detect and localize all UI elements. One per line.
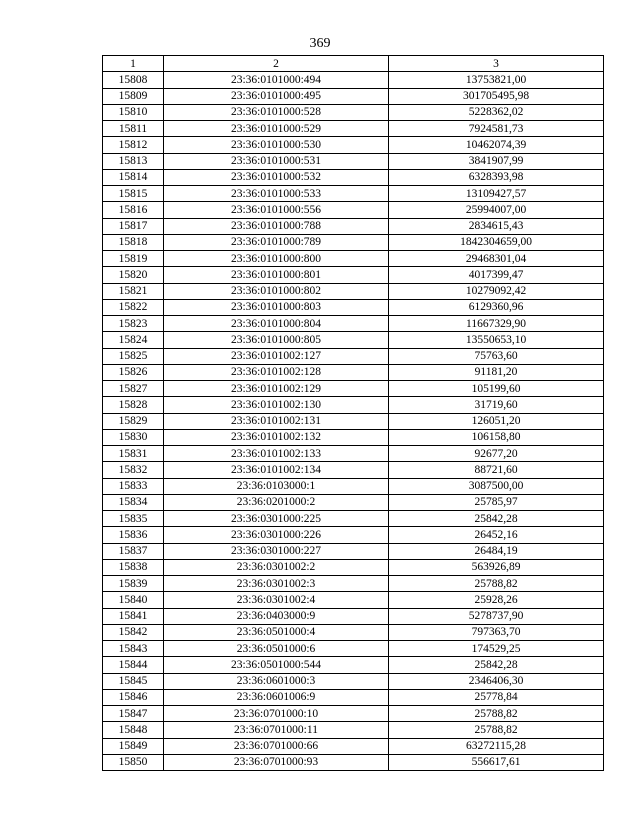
row-number-cell: 15830 [103, 429, 164, 445]
row-number-cell: 15837 [103, 543, 164, 559]
row-number-cell: 15831 [103, 446, 164, 462]
cadastral-value-cell: 29468301,04 [389, 251, 604, 267]
table-row [103, 153, 604, 169]
column-header-1: 1 [103, 56, 164, 72]
row-number-cell: 15808 [103, 72, 164, 88]
row-number-cell: 15821 [103, 283, 164, 299]
cadastral-value-cell: 7924581,73 [389, 121, 604, 137]
cadastral-value-cell: 2834615,43 [389, 218, 604, 234]
row-number-cell: 15822 [103, 299, 164, 315]
cadastral-number-cell: 23:36:0701000:93 [164, 754, 389, 770]
table-row [103, 624, 604, 640]
row-number-cell: 15848 [103, 722, 164, 738]
cadastral-number-cell: 23:36:0101000:803 [164, 299, 389, 315]
cadastral-value-cell: 25788,82 [389, 706, 604, 722]
cadastral-number-cell: 23:36:0101000:532 [164, 169, 389, 185]
row-number-cell: 15820 [103, 267, 164, 283]
row-number-cell: 15825 [103, 348, 164, 364]
row-number-cell: 15811 [103, 121, 164, 137]
row-number-cell: 15840 [103, 592, 164, 608]
table-row [103, 267, 604, 283]
table-row [103, 381, 604, 397]
row-number-cell: 15818 [103, 234, 164, 250]
row-number-cell: 15815 [103, 186, 164, 202]
row-number-cell: 15816 [103, 202, 164, 218]
cadastral-number-cell: 23:36:0301000:226 [164, 527, 389, 543]
cadastral-number-cell: 23:36:0101000:556 [164, 202, 389, 218]
cadastral-number-cell: 23:36:0101000:805 [164, 332, 389, 348]
cadastral-value-cell: 25842,28 [389, 511, 604, 527]
table-row [103, 543, 604, 559]
cadastral-number-cell: 23:36:0101002:129 [164, 381, 389, 397]
cadastral-value-cell: 5278737,90 [389, 608, 604, 624]
cadastral-number-cell: 23:36:0101000:533 [164, 186, 389, 202]
cadastral-value-cell: 26484,19 [389, 543, 604, 559]
cadastral-number-cell: 23:36:0101000:789 [164, 234, 389, 250]
table-row [103, 88, 604, 104]
cadastral-value-cell: 4017399,47 [389, 267, 604, 283]
table-row [103, 169, 604, 185]
cadastral-number-cell: 23:36:0101000:804 [164, 316, 389, 332]
cadastral-number-cell: 23:36:0101000:494 [164, 72, 389, 88]
cadastral-value-cell: 63272115,28 [389, 738, 604, 754]
cadastral-value-cell: 31719,60 [389, 397, 604, 413]
row-number-cell: 15828 [103, 397, 164, 413]
table-row [103, 186, 604, 202]
table-row [103, 689, 604, 705]
row-number-cell: 15823 [103, 316, 164, 332]
cadastral-value-cell: 26452,16 [389, 527, 604, 543]
row-number-cell: 15850 [103, 754, 164, 770]
cadastral-value-cell: 5228362,02 [389, 104, 604, 120]
row-number-cell: 15834 [103, 494, 164, 510]
cadastral-number-cell: 23:36:0101002:130 [164, 397, 389, 413]
cadastral-value-cell: 25778,84 [389, 689, 604, 705]
table-row [103, 348, 604, 364]
table-row [103, 706, 604, 722]
table-row [103, 641, 604, 657]
table-row [103, 429, 604, 445]
table-row [103, 104, 604, 120]
cadastral-number-cell: 23:36:0301002:3 [164, 576, 389, 592]
page-number: 369 [309, 36, 331, 51]
cadastral-number-cell: 23:36:0701000:11 [164, 722, 389, 738]
table-row [103, 332, 604, 348]
column-header-3: 3 [389, 56, 604, 72]
table-row [103, 234, 604, 250]
cadastral-number-cell: 23:36:0301000:225 [164, 511, 389, 527]
table-row [103, 478, 604, 494]
cadastral-number-cell: 23:36:0101000:800 [164, 251, 389, 267]
cadastral-number-cell: 23:36:0101002:127 [164, 348, 389, 364]
cadastral-number-cell: 23:36:0501000:4 [164, 624, 389, 640]
cadastral-value-cell: 13753821,00 [389, 72, 604, 88]
row-number-cell: 15838 [103, 559, 164, 575]
cadastral-number-cell: 23:36:0601006:9 [164, 689, 389, 705]
row-number-cell: 15832 [103, 462, 164, 478]
table-row [103, 364, 604, 380]
cadastral-value-cell: 1842304659,00 [389, 234, 604, 250]
cadastral-number-cell: 23:36:0101002:132 [164, 429, 389, 445]
cadastral-value-cell: 2346406,30 [389, 673, 604, 689]
cadastral-number-cell: 23:36:0101002:131 [164, 413, 389, 429]
table-row [103, 462, 604, 478]
row-number-cell: 15847 [103, 706, 164, 722]
cadastral-number-cell: 23:36:0403000:9 [164, 608, 389, 624]
row-number-cell: 15814 [103, 169, 164, 185]
cadastral-value-cell: 6129360,96 [389, 299, 604, 315]
row-number-cell: 15810 [103, 104, 164, 120]
table-row [103, 608, 604, 624]
table-body [103, 72, 604, 771]
cadastral-value-cell: 88721,60 [389, 462, 604, 478]
header-row [103, 56, 604, 72]
table-row [103, 511, 604, 527]
row-number-cell: 15844 [103, 657, 164, 673]
cadastral-value-cell: 25842,28 [389, 657, 604, 673]
table-row [103, 738, 604, 754]
cadastral-value-cell: 13109427,57 [389, 186, 604, 202]
row-number-cell: 15833 [103, 478, 164, 494]
cadastral-number-cell: 23:36:0501000:544 [164, 657, 389, 673]
row-number-cell: 15846 [103, 689, 164, 705]
row-number-cell: 15836 [103, 527, 164, 543]
cadastral-number-cell: 23:36:0101000:788 [164, 218, 389, 234]
row-number-cell: 15817 [103, 218, 164, 234]
row-number-cell: 15845 [103, 673, 164, 689]
row-number-cell: 15843 [103, 641, 164, 657]
cadastral-value-cell: 75763,60 [389, 348, 604, 364]
table-row [103, 673, 604, 689]
row-number-cell: 15813 [103, 153, 164, 169]
table-row [103, 559, 604, 575]
cadastral-value-cell: 3841907,99 [389, 153, 604, 169]
cadastral-number-cell: 23:36:0103000:1 [164, 478, 389, 494]
table-row [103, 121, 604, 137]
table-row [103, 137, 604, 153]
cadastral-value-cell: 174529,25 [389, 641, 604, 657]
table-row [103, 722, 604, 738]
row-number-cell: 15824 [103, 332, 164, 348]
row-number-cell: 15841 [103, 608, 164, 624]
cadastral-value-table [102, 55, 604, 771]
cadastral-number-cell: 23:36:0101000:530 [164, 137, 389, 153]
row-number-cell: 15835 [103, 511, 164, 527]
table-row [103, 251, 604, 267]
cadastral-number-cell: 23:36:0701000:10 [164, 706, 389, 722]
cadastral-value-cell: 11667329,90 [389, 316, 604, 332]
cadastral-number-cell: 23:36:0501000:6 [164, 641, 389, 657]
cadastral-value-cell: 301705495,98 [389, 88, 604, 104]
table-row [103, 446, 604, 462]
cadastral-number-cell: 23:36:0201000:2 [164, 494, 389, 510]
table-row [103, 413, 604, 429]
cadastral-number-cell: 23:36:0301002:2 [164, 559, 389, 575]
cadastral-number-cell: 23:36:0101000:529 [164, 121, 389, 137]
row-number-cell: 15826 [103, 364, 164, 380]
cadastral-number-cell: 23:36:0101000:802 [164, 283, 389, 299]
cadastral-value-cell: 106158,80 [389, 429, 604, 445]
cadastral-value-cell: 25785,97 [389, 494, 604, 510]
cadastral-value-cell: 91181,20 [389, 364, 604, 380]
row-number-cell: 15829 [103, 413, 164, 429]
cadastral-number-cell: 23:36:0101000:531 [164, 153, 389, 169]
table-row [103, 754, 604, 770]
row-number-cell: 15842 [103, 624, 164, 640]
cadastral-value-cell: 797363,70 [389, 624, 604, 640]
table-row [103, 494, 604, 510]
cadastral-value-cell: 126051,20 [389, 413, 604, 429]
cadastral-number-cell: 23:36:0101000:528 [164, 104, 389, 120]
table-row [103, 527, 604, 543]
table-row [103, 218, 604, 234]
cadastral-value-cell: 3087500,00 [389, 478, 604, 494]
table-row [103, 299, 604, 315]
table-row [103, 72, 604, 88]
cadastral-number-cell: 23:36:0701000:66 [164, 738, 389, 754]
cadastral-value-cell: 25788,82 [389, 576, 604, 592]
table-row [103, 283, 604, 299]
cadastral-number-cell: 23:36:0301002:4 [164, 592, 389, 608]
cadastral-value-cell: 92677,20 [389, 446, 604, 462]
cadastral-number-cell: 23:36:0101002:128 [164, 364, 389, 380]
cadastral-number-cell: 23:36:0101002:134 [164, 462, 389, 478]
cadastral-value-cell: 25928,26 [389, 592, 604, 608]
row-number-cell: 15849 [103, 738, 164, 754]
cadastral-value-cell: 10279092,42 [389, 283, 604, 299]
cadastral-number-cell: 23:36:0601000:3 [164, 673, 389, 689]
table-row [103, 657, 604, 673]
cadastral-value-cell: 556617,61 [389, 754, 604, 770]
cadastral-value-cell: 25994007,00 [389, 202, 604, 218]
row-number-cell: 15812 [103, 137, 164, 153]
table-header [103, 56, 604, 72]
cadastral-number-cell: 23:36:0101000:495 [164, 88, 389, 104]
cadastral-value-cell: 10462074,39 [389, 137, 604, 153]
cadastral-value-cell: 6328393,98 [389, 169, 604, 185]
cadastral-number-cell: 23:36:0101000:801 [164, 267, 389, 283]
row-number-cell: 15819 [103, 251, 164, 267]
row-number-cell: 15827 [103, 381, 164, 397]
cadastral-number-cell: 23:36:0101002:133 [164, 446, 389, 462]
row-number-cell: 15839 [103, 576, 164, 592]
cadastral-number-cell: 23:36:0301000:227 [164, 543, 389, 559]
table-row [103, 397, 604, 413]
table-row [103, 202, 604, 218]
cadastral-value-cell: 25788,82 [389, 722, 604, 738]
cadastral-value-cell: 13550653,10 [389, 332, 604, 348]
table-row [103, 576, 604, 592]
row-number-cell: 15809 [103, 88, 164, 104]
table-row [103, 592, 604, 608]
column-header-2: 2 [164, 56, 389, 72]
cadastral-value-cell: 563926,89 [389, 559, 604, 575]
table-row [103, 316, 604, 332]
cadastral-value-cell: 105199,60 [389, 381, 604, 397]
